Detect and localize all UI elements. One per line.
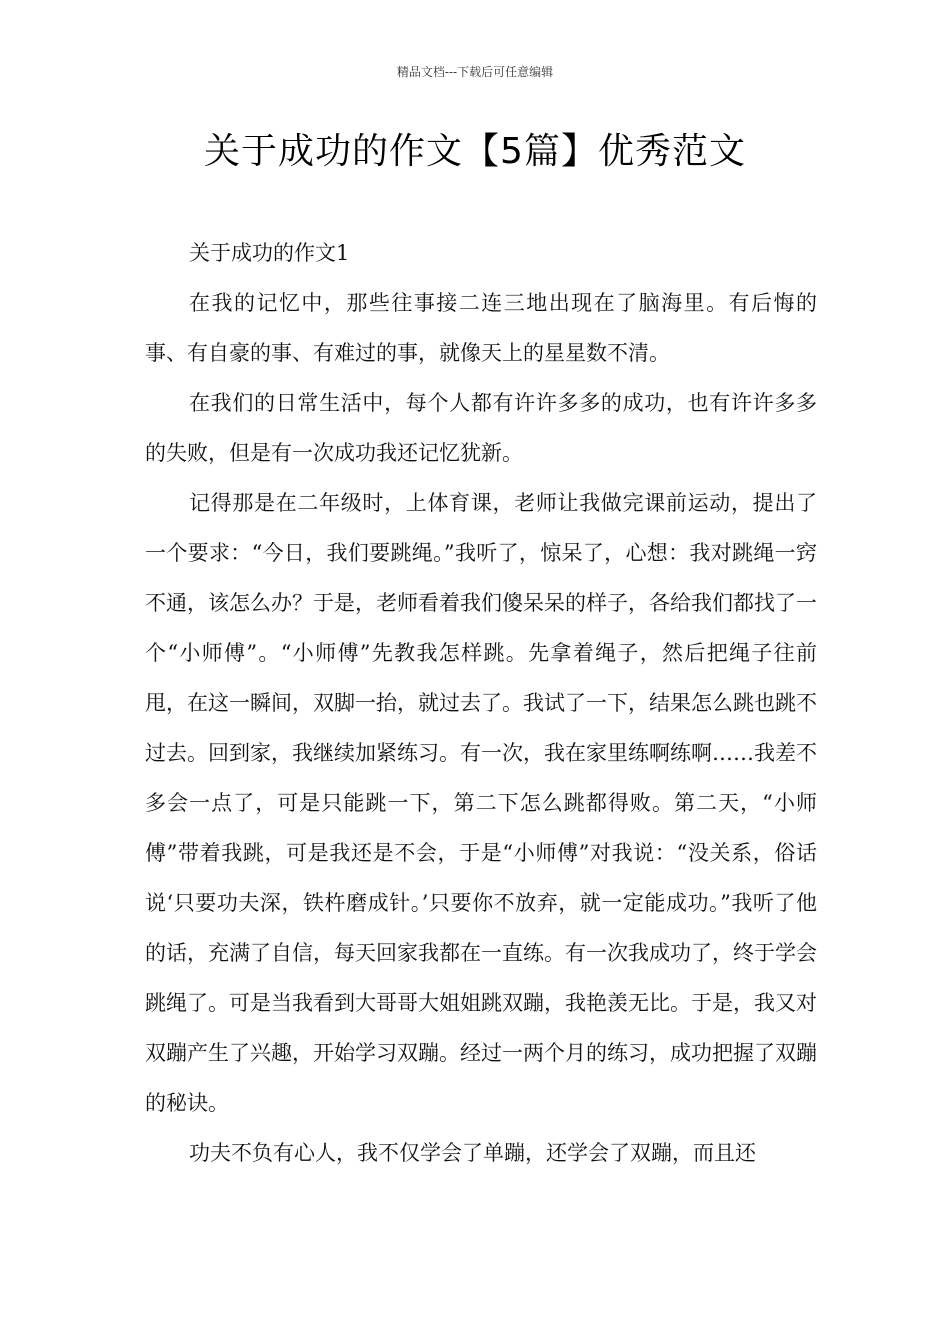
paragraph-3: 记得那是在二年级时，上体育课，老师让我做完课前运动，提出了一个要求：“今日，我们要跳绳。”我听了，惊呆了，心想：我对跳绳一窍不通，该怎么办？于是，老师看着我们傻呆呆的样子，各给我们都找了一个“小师傅”。“小师傅”先教我怎样跳。先拿着绳子，然后把绳子往前甩，在这一瞬间，双脚一抬，就过去了。我试了一下，结果怎么跳也跳不过去。回到家，我继续加紧练习。有一次，我在家里练啊练啊……我差不多会一点了，可是只能跳一下，第二下怎么跳都得败。第二天，“小师傅”带着我跳，可是我还是不会，于是“小师傅”对我说：“没关系，俗话说‘只要功夫深，铁杵磨成针。’只要你不放弃，就一定能成功。”我听了他的话，充满了自信，每天回家我都在一直练。有一次我成功了，终于学会跳绳了。可是当我看到大哥哥大姐姐跳双蹦，我艳羡无比。于是，我又对双蹦产生了兴趣，开始学习双蹦。经过一两个月的练习，成功把握了双蹦的秘诀。 — [145, 491, 817, 1115]
header-note: 精品文档---下载后可任意编辑 — [396, 65, 554, 79]
paragraph-2: 在我们的日常生活中，每个人都有许许多多的成功，也有许许多多的失败，但是有一次成功我还记忆犹新。 — [145, 391, 817, 465]
section-heading: 关于成功的作文1 — [189, 241, 350, 265]
paragraph-1: 在我的记忆中，那些往事接二连三地出现在了脑海里。有后悔的事、有自豪的事、有难过的事，就像天上的星星数不清。 — [145, 291, 817, 365]
paragraph-4: 功夫不负有心人，我不仅学会了单蹦，还学会了双蹦，而且还 — [189, 1141, 756, 1165]
document-body — [145, 228, 817, 1178]
document-title: 关于成功的作文【5篇】优秀范文 — [204, 131, 746, 172]
